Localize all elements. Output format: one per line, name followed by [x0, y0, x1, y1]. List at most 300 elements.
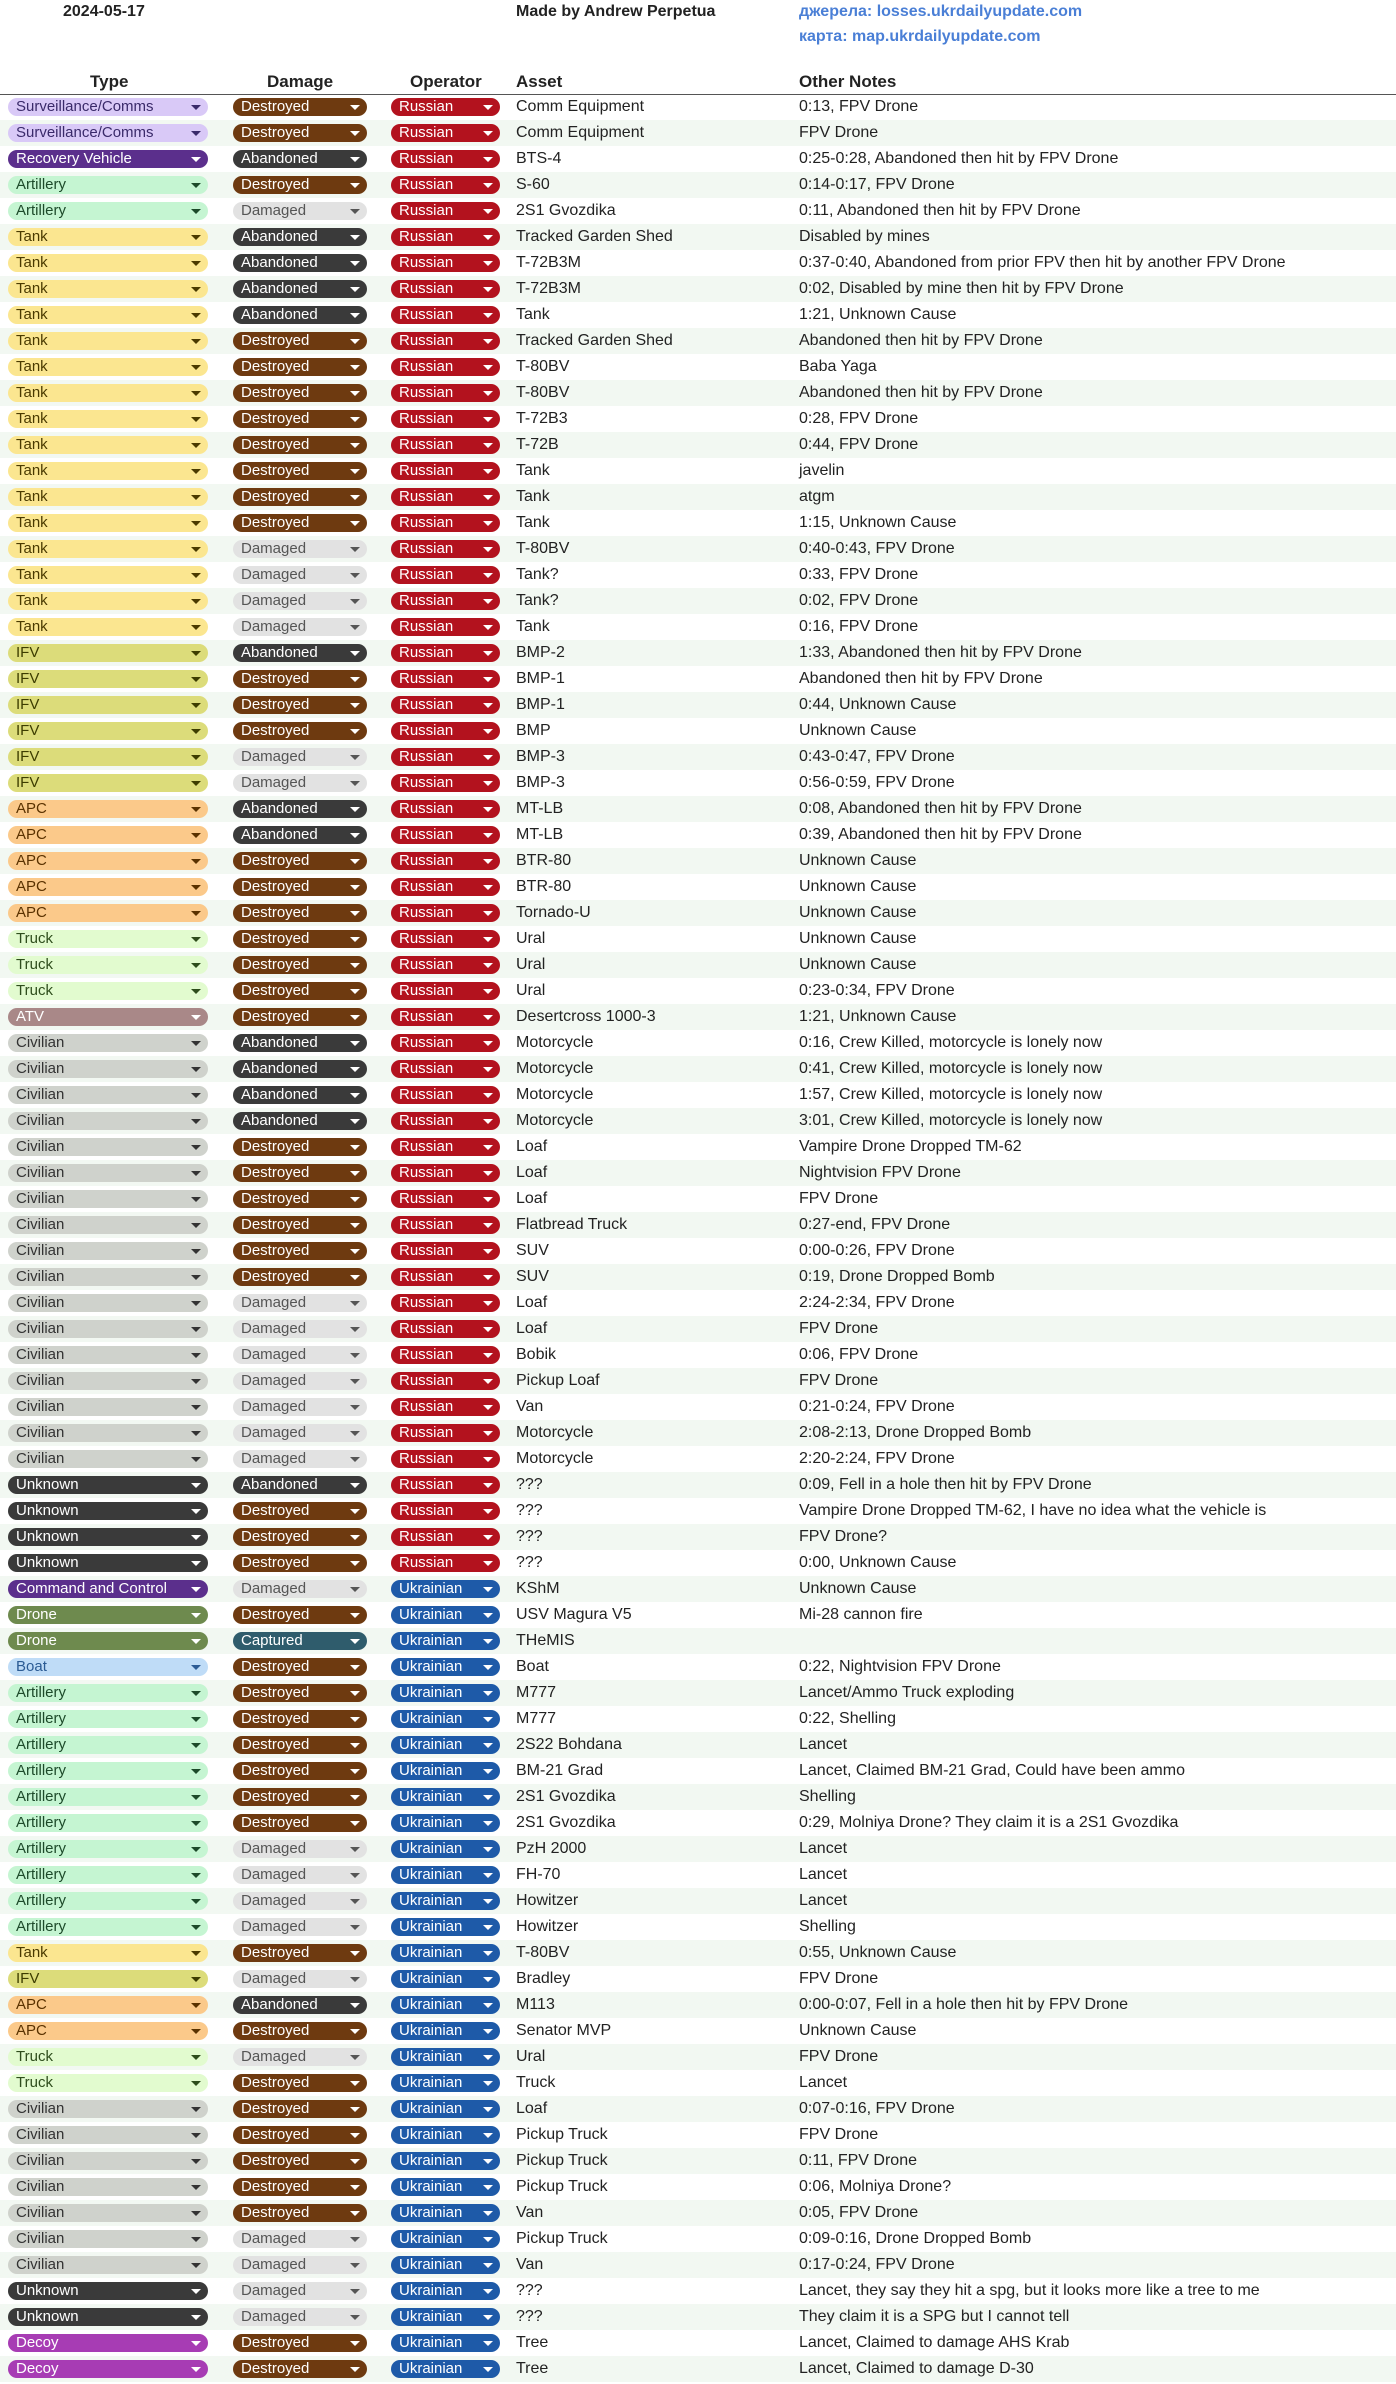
- type-dropdown[interactable]: [8, 1164, 208, 1182]
- damage-dropdown[interactable]: [233, 670, 367, 688]
- dropdown-arrow-icon[interactable]: [191, 183, 201, 188]
- sources-link[interactable]: джерела: losses.ukrdailyupdate.com: [799, 3, 1083, 20]
- dropdown-arrow-icon[interactable]: [191, 2367, 201, 2372]
- type-dropdown[interactable]: [8, 1008, 208, 1026]
- dropdown-arrow-icon[interactable]: [350, 2107, 360, 2112]
- operator-dropdown[interactable]: [391, 1320, 500, 1338]
- dropdown-arrow-icon[interactable]: [191, 2289, 201, 2294]
- type-dropdown[interactable]: [8, 1346, 208, 1364]
- dropdown-arrow-icon[interactable]: [350, 885, 360, 890]
- dropdown-arrow-icon[interactable]: [483, 1483, 493, 1488]
- dropdown-arrow-icon[interactable]: [350, 365, 360, 370]
- type-dropdown[interactable]: [8, 1476, 208, 1494]
- dropdown-arrow-icon[interactable]: [483, 547, 493, 552]
- damage-dropdown[interactable]: [233, 1710, 367, 1728]
- dropdown-arrow-icon[interactable]: [483, 599, 493, 604]
- dropdown-arrow-icon[interactable]: [350, 781, 360, 786]
- dropdown-arrow-icon[interactable]: [350, 1717, 360, 1722]
- type-dropdown[interactable]: [8, 2074, 208, 2092]
- type-dropdown[interactable]: [8, 1866, 208, 1884]
- dropdown-arrow-icon[interactable]: [191, 1561, 201, 1566]
- type-dropdown[interactable]: [8, 228, 208, 246]
- dropdown-arrow-icon[interactable]: [191, 1119, 201, 1124]
- dropdown-arrow-icon[interactable]: [483, 1509, 493, 1514]
- dropdown-arrow-icon[interactable]: [191, 2315, 201, 2320]
- dropdown-arrow-icon[interactable]: [483, 2003, 493, 2008]
- type-dropdown[interactable]: [8, 202, 208, 220]
- dropdown-arrow-icon[interactable]: [191, 1483, 201, 1488]
- dropdown-arrow-icon[interactable]: [191, 1093, 201, 1098]
- dropdown-arrow-icon[interactable]: [191, 2081, 201, 2086]
- type-dropdown[interactable]: [8, 1658, 208, 1676]
- damage-dropdown[interactable]: [233, 2308, 367, 2326]
- operator-dropdown[interactable]: [391, 1736, 500, 1754]
- operator-dropdown[interactable]: [391, 1086, 500, 1104]
- damage-dropdown[interactable]: [233, 1398, 367, 1416]
- type-dropdown[interactable]: [8, 150, 208, 168]
- type-dropdown[interactable]: [8, 566, 208, 584]
- dropdown-arrow-icon[interactable]: [191, 703, 201, 708]
- type-dropdown[interactable]: [8, 696, 208, 714]
- dropdown-arrow-icon[interactable]: [350, 2133, 360, 2138]
- dropdown-arrow-icon[interactable]: [191, 1535, 201, 1540]
- dropdown-arrow-icon[interactable]: [350, 703, 360, 708]
- operator-dropdown[interactable]: [391, 462, 500, 480]
- damage-dropdown[interactable]: [233, 1554, 367, 1572]
- type-dropdown[interactable]: [8, 1970, 208, 1988]
- dropdown-arrow-icon[interactable]: [191, 625, 201, 630]
- dropdown-arrow-icon[interactable]: [350, 599, 360, 604]
- operator-dropdown[interactable]: [391, 540, 500, 558]
- col-damage-header[interactable]: Damage: [267, 72, 334, 91]
- damage-dropdown[interactable]: [233, 514, 367, 532]
- operator-dropdown[interactable]: [391, 696, 500, 714]
- type-dropdown[interactable]: [8, 800, 208, 818]
- operator-dropdown[interactable]: [391, 332, 500, 350]
- dropdown-arrow-icon[interactable]: [483, 2341, 493, 2346]
- dropdown-arrow-icon[interactable]: [350, 1483, 360, 1488]
- type-dropdown[interactable]: [8, 1398, 208, 1416]
- dropdown-arrow-icon[interactable]: [350, 1145, 360, 1150]
- dropdown-arrow-icon[interactable]: [483, 1041, 493, 1046]
- dropdown-arrow-icon[interactable]: [191, 495, 201, 500]
- dropdown-arrow-icon[interactable]: [350, 2185, 360, 2190]
- dropdown-arrow-icon[interactable]: [350, 235, 360, 240]
- dropdown-arrow-icon[interactable]: [191, 963, 201, 968]
- dropdown-arrow-icon[interactable]: [483, 1821, 493, 1826]
- dropdown-arrow-icon[interactable]: [483, 417, 493, 422]
- dropdown-arrow-icon[interactable]: [483, 729, 493, 734]
- dropdown-arrow-icon[interactable]: [350, 651, 360, 656]
- operator-dropdown[interactable]: [391, 930, 500, 948]
- operator-dropdown[interactable]: [391, 2334, 500, 2352]
- operator-dropdown[interactable]: [391, 488, 500, 506]
- type-dropdown[interactable]: [8, 436, 208, 454]
- operator-dropdown[interactable]: [391, 384, 500, 402]
- dropdown-arrow-icon[interactable]: [191, 1301, 201, 1306]
- operator-dropdown[interactable]: [391, 358, 500, 376]
- dropdown-arrow-icon[interactable]: [483, 1197, 493, 1202]
- dropdown-arrow-icon[interactable]: [191, 911, 201, 916]
- dropdown-arrow-icon[interactable]: [483, 989, 493, 994]
- damage-dropdown[interactable]: [233, 2126, 367, 2144]
- damage-dropdown[interactable]: [233, 98, 367, 116]
- operator-dropdown[interactable]: [391, 800, 500, 818]
- dropdown-arrow-icon[interactable]: [191, 1795, 201, 1800]
- type-dropdown[interactable]: [8, 982, 208, 1000]
- dropdown-arrow-icon[interactable]: [350, 1821, 360, 1826]
- dropdown-arrow-icon[interactable]: [191, 1743, 201, 1748]
- type-dropdown[interactable]: [8, 722, 208, 740]
- damage-dropdown[interactable]: [233, 358, 367, 376]
- dropdown-arrow-icon[interactable]: [483, 2211, 493, 2216]
- dropdown-arrow-icon[interactable]: [350, 1535, 360, 1540]
- type-dropdown[interactable]: [8, 1086, 208, 1104]
- type-dropdown[interactable]: [8, 1840, 208, 1858]
- operator-dropdown[interactable]: [391, 228, 500, 246]
- dropdown-arrow-icon[interactable]: [191, 885, 201, 890]
- dropdown-arrow-icon[interactable]: [350, 2029, 360, 2034]
- operator-dropdown[interactable]: [391, 1710, 500, 1728]
- dropdown-arrow-icon[interactable]: [191, 1353, 201, 1358]
- type-dropdown[interactable]: [8, 1528, 208, 1546]
- dropdown-arrow-icon[interactable]: [191, 365, 201, 370]
- operator-dropdown[interactable]: [391, 202, 500, 220]
- type-dropdown[interactable]: [8, 514, 208, 532]
- dropdown-arrow-icon[interactable]: [191, 287, 201, 292]
- damage-dropdown[interactable]: [233, 1762, 367, 1780]
- operator-dropdown[interactable]: [391, 1008, 500, 1026]
- operator-dropdown[interactable]: [391, 1372, 500, 1390]
- type-dropdown[interactable]: [8, 2152, 208, 2170]
- dropdown-arrow-icon[interactable]: [350, 443, 360, 448]
- dropdown-arrow-icon[interactable]: [191, 989, 201, 994]
- operator-dropdown[interactable]: [391, 566, 500, 584]
- operator-dropdown[interactable]: [391, 1346, 500, 1364]
- dropdown-arrow-icon[interactable]: [350, 339, 360, 344]
- dropdown-arrow-icon[interactable]: [350, 1015, 360, 1020]
- damage-dropdown[interactable]: [233, 2282, 367, 2300]
- type-dropdown[interactable]: [8, 878, 208, 896]
- dropdown-arrow-icon[interactable]: [483, 2107, 493, 2112]
- dropdown-arrow-icon[interactable]: [483, 105, 493, 110]
- operator-dropdown[interactable]: [391, 2360, 500, 2378]
- operator-dropdown[interactable]: [391, 1398, 500, 1416]
- type-dropdown[interactable]: [8, 1372, 208, 1390]
- type-dropdown[interactable]: [8, 1918, 208, 1936]
- operator-dropdown[interactable]: [391, 644, 500, 662]
- dropdown-arrow-icon[interactable]: [350, 625, 360, 630]
- damage-dropdown[interactable]: [233, 1866, 367, 1884]
- type-dropdown[interactable]: [8, 2360, 208, 2378]
- type-dropdown[interactable]: [8, 1632, 208, 1650]
- dropdown-arrow-icon[interactable]: [483, 1535, 493, 1540]
- damage-dropdown[interactable]: [233, 1528, 367, 1546]
- damage-dropdown[interactable]: [233, 800, 367, 818]
- dropdown-arrow-icon[interactable]: [483, 1795, 493, 1800]
- operator-dropdown[interactable]: [391, 1840, 500, 1858]
- dropdown-arrow-icon[interactable]: [483, 755, 493, 760]
- damage-dropdown[interactable]: [233, 1346, 367, 1364]
- operator-dropdown[interactable]: [391, 1580, 500, 1598]
- dropdown-arrow-icon[interactable]: [350, 1561, 360, 1566]
- dropdown-arrow-icon[interactable]: [483, 209, 493, 214]
- dropdown-arrow-icon[interactable]: [350, 521, 360, 526]
- operator-dropdown[interactable]: [391, 852, 500, 870]
- damage-dropdown[interactable]: [233, 2074, 367, 2092]
- dropdown-arrow-icon[interactable]: [483, 1015, 493, 1020]
- dropdown-arrow-icon[interactable]: [350, 469, 360, 474]
- damage-dropdown[interactable]: [233, 176, 367, 194]
- operator-dropdown[interactable]: [391, 2100, 500, 2118]
- dropdown-arrow-icon[interactable]: [350, 1509, 360, 1514]
- operator-dropdown[interactable]: [391, 306, 500, 324]
- operator-dropdown[interactable]: [391, 1294, 500, 1312]
- dropdown-arrow-icon[interactable]: [483, 339, 493, 344]
- damage-dropdown[interactable]: [233, 1606, 367, 1624]
- type-dropdown[interactable]: [8, 280, 208, 298]
- dropdown-arrow-icon[interactable]: [483, 1665, 493, 1670]
- dropdown-arrow-icon[interactable]: [483, 2133, 493, 2138]
- operator-dropdown[interactable]: [391, 956, 500, 974]
- dropdown-arrow-icon[interactable]: [350, 937, 360, 942]
- damage-dropdown[interactable]: [233, 592, 367, 610]
- dropdown-arrow-icon[interactable]: [350, 261, 360, 266]
- operator-dropdown[interactable]: [391, 436, 500, 454]
- operator-dropdown[interactable]: [391, 1814, 500, 1832]
- dropdown-arrow-icon[interactable]: [483, 807, 493, 812]
- dropdown-arrow-icon[interactable]: [483, 1327, 493, 1332]
- dropdown-arrow-icon[interactable]: [350, 547, 360, 552]
- dropdown-arrow-icon[interactable]: [350, 1353, 360, 1358]
- dropdown-arrow-icon[interactable]: [191, 391, 201, 396]
- type-dropdown[interactable]: [8, 618, 208, 636]
- damage-dropdown[interactable]: [233, 1788, 367, 1806]
- damage-dropdown[interactable]: [233, 436, 367, 454]
- dropdown-arrow-icon[interactable]: [350, 157, 360, 162]
- type-dropdown[interactable]: [8, 358, 208, 376]
- operator-dropdown[interactable]: [391, 1658, 500, 1676]
- dropdown-arrow-icon[interactable]: [350, 1769, 360, 1774]
- dropdown-arrow-icon[interactable]: [191, 1197, 201, 1202]
- damage-dropdown[interactable]: [233, 1580, 367, 1598]
- damage-dropdown[interactable]: [233, 1164, 367, 1182]
- type-dropdown[interactable]: [8, 1684, 208, 1702]
- dropdown-arrow-icon[interactable]: [191, 521, 201, 526]
- col-asset-header[interactable]: Asset: [516, 72, 563, 91]
- type-dropdown[interactable]: [8, 956, 208, 974]
- damage-dropdown[interactable]: [233, 2022, 367, 2040]
- operator-dropdown[interactable]: [391, 1476, 500, 1494]
- type-dropdown[interactable]: [8, 904, 208, 922]
- dropdown-arrow-icon[interactable]: [191, 1899, 201, 1904]
- dropdown-arrow-icon[interactable]: [350, 2263, 360, 2268]
- dropdown-arrow-icon[interactable]: [483, 2263, 493, 2268]
- dropdown-arrow-icon[interactable]: [191, 1431, 201, 1436]
- dropdown-arrow-icon[interactable]: [483, 2029, 493, 2034]
- dropdown-arrow-icon[interactable]: [483, 1561, 493, 1566]
- col-operator-header[interactable]: Operator: [410, 72, 482, 91]
- dropdown-arrow-icon[interactable]: [191, 1379, 201, 1384]
- dropdown-arrow-icon[interactable]: [350, 2341, 360, 2346]
- damage-dropdown[interactable]: [233, 1268, 367, 1286]
- dropdown-arrow-icon[interactable]: [191, 2263, 201, 2268]
- operator-dropdown[interactable]: [391, 254, 500, 272]
- dropdown-arrow-icon[interactable]: [483, 443, 493, 448]
- dropdown-arrow-icon[interactable]: [191, 1405, 201, 1410]
- dropdown-arrow-icon[interactable]: [350, 807, 360, 812]
- dropdown-arrow-icon[interactable]: [483, 1093, 493, 1098]
- dropdown-arrow-icon[interactable]: [483, 1587, 493, 1592]
- operator-dropdown[interactable]: [391, 618, 500, 636]
- dropdown-arrow-icon[interactable]: [191, 1509, 201, 1514]
- operator-dropdown[interactable]: [391, 904, 500, 922]
- dropdown-arrow-icon[interactable]: [483, 1067, 493, 1072]
- dropdown-arrow-icon[interactable]: [483, 2055, 493, 2060]
- dropdown-arrow-icon[interactable]: [350, 1405, 360, 1410]
- type-dropdown[interactable]: [8, 98, 208, 116]
- type-dropdown[interactable]: [8, 1944, 208, 1962]
- dropdown-arrow-icon[interactable]: [350, 1327, 360, 1332]
- type-dropdown[interactable]: [8, 488, 208, 506]
- damage-dropdown[interactable]: [233, 1944, 367, 1962]
- damage-dropdown[interactable]: [233, 956, 367, 974]
- type-dropdown[interactable]: [8, 1450, 208, 1468]
- dropdown-arrow-icon[interactable]: [191, 2107, 201, 2112]
- dropdown-arrow-icon[interactable]: [191, 157, 201, 162]
- damage-dropdown[interactable]: [233, 2152, 367, 2170]
- dropdown-arrow-icon[interactable]: [350, 833, 360, 838]
- dropdown-arrow-icon[interactable]: [191, 2055, 201, 2060]
- dropdown-arrow-icon[interactable]: [350, 963, 360, 968]
- dropdown-arrow-icon[interactable]: [350, 105, 360, 110]
- dropdown-arrow-icon[interactable]: [483, 1223, 493, 1228]
- dropdown-arrow-icon[interactable]: [483, 2367, 493, 2372]
- damage-dropdown[interactable]: [233, 540, 367, 558]
- operator-dropdown[interactable]: [391, 2204, 500, 2222]
- dropdown-arrow-icon[interactable]: [350, 1847, 360, 1852]
- dropdown-arrow-icon[interactable]: [483, 651, 493, 656]
- operator-dropdown[interactable]: [391, 878, 500, 896]
- dropdown-arrow-icon[interactable]: [483, 2159, 493, 2164]
- damage-dropdown[interactable]: [233, 566, 367, 584]
- type-dropdown[interactable]: [8, 2204, 208, 2222]
- dropdown-arrow-icon[interactable]: [191, 937, 201, 942]
- dropdown-arrow-icon[interactable]: [483, 313, 493, 318]
- damage-dropdown[interactable]: [233, 1060, 367, 1078]
- dropdown-arrow-icon[interactable]: [350, 495, 360, 500]
- dropdown-arrow-icon[interactable]: [191, 1639, 201, 1644]
- dropdown-arrow-icon[interactable]: [350, 2159, 360, 2164]
- type-dropdown[interactable]: [8, 1112, 208, 1130]
- damage-dropdown[interactable]: [233, 150, 367, 168]
- dropdown-arrow-icon[interactable]: [350, 1093, 360, 1098]
- dropdown-arrow-icon[interactable]: [483, 261, 493, 266]
- dropdown-arrow-icon[interactable]: [350, 209, 360, 214]
- type-dropdown[interactable]: [8, 2308, 208, 2326]
- dropdown-arrow-icon[interactable]: [483, 1119, 493, 1124]
- dropdown-arrow-icon[interactable]: [191, 547, 201, 552]
- damage-dropdown[interactable]: [233, 202, 367, 220]
- type-dropdown[interactable]: [8, 332, 208, 350]
- dropdown-arrow-icon[interactable]: [350, 313, 360, 318]
- dropdown-arrow-icon[interactable]: [191, 1249, 201, 1254]
- damage-dropdown[interactable]: [233, 930, 367, 948]
- dropdown-arrow-icon[interactable]: [483, 521, 493, 526]
- dropdown-arrow-icon[interactable]: [350, 417, 360, 422]
- dropdown-arrow-icon[interactable]: [483, 1743, 493, 1748]
- dropdown-arrow-icon[interactable]: [483, 1951, 493, 1956]
- dropdown-arrow-icon[interactable]: [191, 313, 201, 318]
- dropdown-arrow-icon[interactable]: [483, 1717, 493, 1722]
- dropdown-arrow-icon[interactable]: [483, 157, 493, 162]
- dropdown-arrow-icon[interactable]: [350, 1665, 360, 1670]
- operator-dropdown[interactable]: [391, 748, 500, 766]
- type-dropdown[interactable]: [8, 124, 208, 142]
- dropdown-arrow-icon[interactable]: [191, 1457, 201, 1462]
- damage-dropdown[interactable]: [233, 1242, 367, 1260]
- damage-dropdown[interactable]: [233, 1684, 367, 1702]
- type-dropdown[interactable]: [8, 410, 208, 428]
- type-dropdown[interactable]: [8, 1190, 208, 1208]
- dropdown-arrow-icon[interactable]: [191, 1951, 201, 1956]
- dropdown-arrow-icon[interactable]: [350, 1275, 360, 1280]
- dropdown-arrow-icon[interactable]: [191, 443, 201, 448]
- damage-dropdown[interactable]: [233, 644, 367, 662]
- dropdown-arrow-icon[interactable]: [483, 183, 493, 188]
- dropdown-arrow-icon[interactable]: [191, 2211, 201, 2216]
- damage-dropdown[interactable]: [233, 826, 367, 844]
- dropdown-arrow-icon[interactable]: [350, 2315, 360, 2320]
- damage-dropdown[interactable]: [233, 722, 367, 740]
- damage-dropdown[interactable]: [233, 1294, 367, 1312]
- dropdown-arrow-icon[interactable]: [350, 1041, 360, 1046]
- damage-dropdown[interactable]: [233, 280, 367, 298]
- dropdown-arrow-icon[interactable]: [350, 1795, 360, 1800]
- dropdown-arrow-icon[interactable]: [191, 859, 201, 864]
- dropdown-arrow-icon[interactable]: [191, 469, 201, 474]
- dropdown-arrow-icon[interactable]: [350, 1301, 360, 1306]
- dropdown-arrow-icon[interactable]: [191, 235, 201, 240]
- type-dropdown[interactable]: [8, 306, 208, 324]
- dropdown-arrow-icon[interactable]: [350, 859, 360, 864]
- damage-dropdown[interactable]: [233, 462, 367, 480]
- type-dropdown[interactable]: [8, 1242, 208, 1260]
- damage-dropdown[interactable]: [233, 982, 367, 1000]
- dropdown-arrow-icon[interactable]: [191, 1613, 201, 1618]
- dropdown-arrow-icon[interactable]: [191, 2159, 201, 2164]
- damage-dropdown[interactable]: [233, 1476, 367, 1494]
- type-dropdown[interactable]: [8, 1788, 208, 1806]
- type-dropdown[interactable]: [8, 1814, 208, 1832]
- operator-dropdown[interactable]: [391, 150, 500, 168]
- dropdown-arrow-icon[interactable]: [191, 807, 201, 812]
- dropdown-arrow-icon[interactable]: [483, 677, 493, 682]
- dropdown-arrow-icon[interactable]: [350, 729, 360, 734]
- damage-dropdown[interactable]: [233, 1918, 367, 1936]
- operator-dropdown[interactable]: [391, 1554, 500, 1572]
- damage-dropdown[interactable]: [233, 1112, 367, 1130]
- type-dropdown[interactable]: [8, 1762, 208, 1780]
- damage-dropdown[interactable]: [233, 904, 367, 922]
- operator-dropdown[interactable]: [391, 1918, 500, 1936]
- dropdown-arrow-icon[interactable]: [350, 1899, 360, 1904]
- operator-dropdown[interactable]: [391, 826, 500, 844]
- damage-dropdown[interactable]: [233, 2256, 367, 2274]
- dropdown-arrow-icon[interactable]: [350, 573, 360, 578]
- type-dropdown[interactable]: [8, 1216, 208, 1234]
- dropdown-arrow-icon[interactable]: [483, 1613, 493, 1618]
